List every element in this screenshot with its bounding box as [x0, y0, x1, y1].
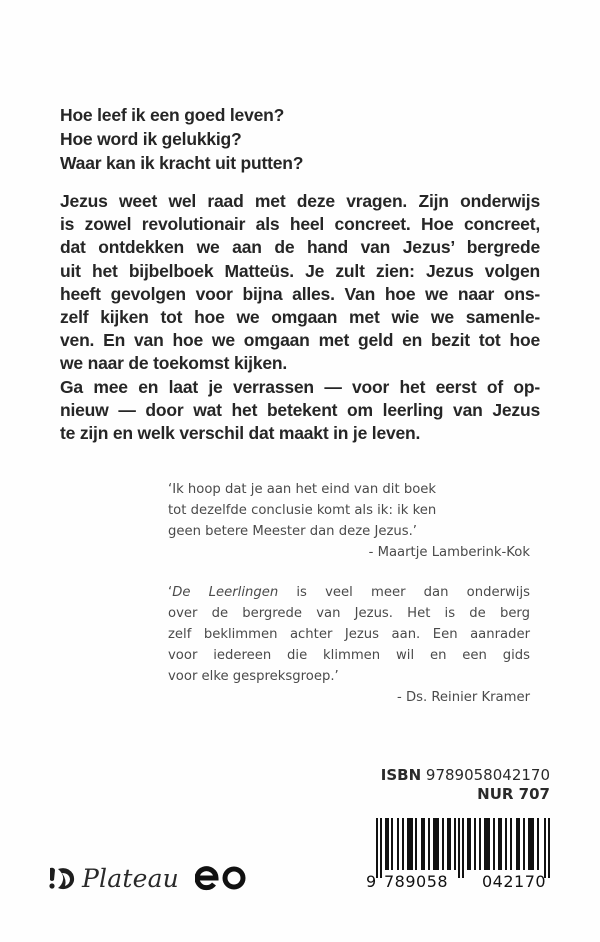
barcode-digits-right: 042170 [482, 872, 547, 891]
eo-logo-icon [195, 865, 247, 891]
question-3: Waar kan ik kracht uit putten? [60, 153, 304, 173]
endorsement-quote-1 [168, 479, 530, 563]
blurb-line: Jezus weet wel raad met deze vragen. Zijn onderwijs [60, 191, 540, 211]
blurb-line: we naar de toekomst kijken. [60, 353, 288, 374]
isbn-label: ISBN [380, 766, 422, 784]
quote-line: tot dezelfde conclusie komt als ik: ik ken [168, 503, 437, 518]
quote-open-mark: ‘ [168, 585, 173, 600]
intro-questions [60, 103, 540, 175]
nur-code: NUR 707 [477, 785, 550, 803]
blurb-line: heeft gevolgen voor bijna alles. Van hoe we naar ons- [60, 283, 540, 304]
question-2: Hoe word ik gelukkig? [60, 129, 242, 149]
blurb-line: Ga mee en laat je verrassen — voor het eerst of op- [60, 376, 540, 397]
quote-line: voor iedereen die klimmen wil en een gids [168, 648, 530, 663]
barcode-digits-left: 789058 [384, 872, 449, 891]
blurb-line: dat ontdekken we aan de hand van Jezus’ bergrede [60, 237, 540, 258]
blurb-line: nieuw — door wat het betekent om leerling van Jezus [60, 399, 540, 420]
quote-line: zelf beklimmen achter Jezus aan. Een aanrader [168, 627, 530, 642]
isbn-info [381, 766, 550, 804]
quote-line: over de bergrede van Jezus. Het is de berg [168, 606, 530, 621]
quote-line [168, 582, 530, 603]
blurb-line: uit het bijbelboek Matteüs. Je zult zien: Jezus volgen [60, 260, 540, 281]
blurb-line: ven. En van hoe we omgaan met geld en bezit tot hoe [60, 330, 540, 351]
isbn-line [381, 766, 550, 785]
isbn-number: 9789058042170 [425, 766, 550, 784]
book-title-italic: De Leerlingen [172, 585, 279, 600]
quote-author: - Ds. Reinier Kramer [397, 690, 530, 705]
plateau-publisher-name: Plateau [82, 863, 179, 893]
quote-line-rest: is veel meer dan onderwijs [278, 585, 530, 600]
barcode-icon [376, 818, 552, 878]
question-1: Hoe leef ik een goed leven? [60, 105, 285, 125]
blurb-line: te zijn en welk verschil dat maakt in je leven. [60, 423, 421, 444]
plateau-logo-icon [46, 865, 76, 891]
blurb-line: is zowel revolutionair als heel concreet. Hoe concreet, [60, 214, 540, 235]
quote-author: - Maartje Lamberink-Kok [368, 545, 530, 560]
publisher-logos [46, 858, 247, 898]
book-blurb [60, 190, 540, 445]
quote-line: geen betere Meester dan deze Jezus.’ [168, 524, 417, 539]
quote-line: ‘Ik hoop dat je aan het eind van dit boek [168, 482, 437, 497]
barcode-digits [366, 872, 546, 891]
endorsement-quote-2 [168, 582, 530, 708]
quote-line: voor elke gespreksgroep.’ [168, 669, 339, 684]
barcode-digit-first: 9 [366, 872, 377, 891]
blurb-line: zelf kijken tot hoe we omgaan met wie we samenle- [60, 307, 540, 328]
